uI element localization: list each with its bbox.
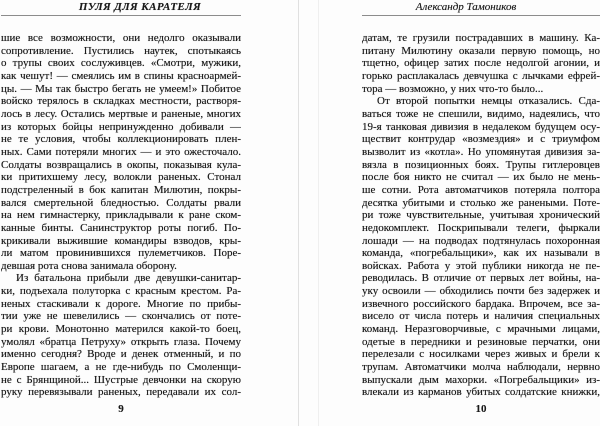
text-line: перелезали с носилками через живых и брели к — [362, 348, 600, 361]
text-line: ваться тоже не спешили, видимо, надеялись, что — [362, 107, 600, 120]
text-line: войсках. Работа у этой публики никогда не пе- — [362, 259, 600, 272]
text-line: крикивали выжившие командиры взводов, кры- — [1, 234, 241, 247]
text-line: ных. Сами потеряли многих — и это ожесточало. — [1, 145, 241, 158]
page-number-left: 9 — [118, 403, 124, 415]
text-line: тора — возможно, у них что-то было... — [362, 82, 544, 95]
text-line: команд. Неразговорчивые, с мрачными лицами, — [362, 323, 600, 336]
text-line: девшая рота снова занимала оборону. — [1, 259, 177, 272]
text-line: умолял «братца Петруху» открыть глаза. Почему — [1, 335, 241, 348]
right-page[interactable] — [300, 0, 600, 426]
text-line: выпускали дым махорки. «Погребальщики» из- — [362, 373, 600, 386]
text-line: ше сотни. Рота автоматчиков потеряла полтора — [362, 183, 600, 196]
text-line: недокомплект. Поскрипывали телеги, фыркали — [362, 221, 600, 234]
text-line: Европе шагаем, а не где-нибудь по Смоленщи- — [1, 361, 241, 374]
text-line: руку перевязывали раненых, передавали их сол- — [1, 386, 241, 399]
left-page-text — [1, 32, 241, 399]
text-line: вался смертельной бледностью. Солдаты рвали — [1, 196, 241, 209]
text-line: ществит контрудар «возмездия» и с триумфом — [362, 133, 600, 146]
text-line: 19-я танковая дивизия в недалеком будущем осу- — [362, 120, 600, 133]
page-gutter-line — [298, 0, 299, 426]
text-line: войско терялось в складках местности, растворя- — [1, 95, 241, 108]
text-line: горько расплакалась девчушка с лычками ефрей- — [362, 69, 600, 82]
right-page-text — [362, 32, 600, 399]
text-line: неных стаскивали к дороге. Многие по прибы- — [1, 297, 241, 310]
running-head-author-name: Александр Тамоников — [415, 1, 517, 13]
text-line: из которых бойцы непринужденно добивали — — [1, 120, 241, 133]
text-line: не с Брянщиной... Шустрые девчонки на скорую — [1, 373, 241, 386]
right-text-block — [362, 0, 600, 426]
text-line: десятка убитыми и столько же ранеными. Поте- — [362, 196, 600, 209]
text-line: ки, подъехала полуторка с красным крестом. Ра- — [1, 285, 241, 298]
text-line: висело от числа потерь и наличия специальных — [362, 310, 600, 323]
text-line: одетые в передники и резиновые перчатки, они — [362, 335, 600, 348]
text-line: вязла в позиционных боях. Трупы гитлеровцев — [362, 158, 600, 171]
header-rule — [1, 15, 241, 16]
text-line: ри крови. Монотонно матерился какой-то боец, — [1, 323, 241, 336]
text-line: вызволит из «котла». Но упомянутая дивизия за- — [362, 145, 600, 158]
text-line: тщетно, офицер затих после недолгой агонии, и — [362, 57, 600, 70]
text-line: трупам. Автоматчики молча наблюдали, нервно — [362, 361, 600, 374]
text-line: Солдаты возвращались в окопы, показывая кула- — [1, 158, 241, 171]
text-line: о трупы своих сослуживцев. «Смотри, мужики, — [1, 57, 241, 70]
text-line: шие все возможности, они недолго оказывали — [1, 32, 241, 44]
text-line: на нем гимнастерку, прикладывали к ране ском- — [1, 209, 241, 222]
text-line: канные бинты. Санинструктор роты погиб. По- — [1, 221, 241, 234]
text-line: питану Милютину оказали первую помощь, но — [362, 44, 600, 57]
text-line: ки притихшему лесу, волокли раненых. Стонал — [1, 171, 241, 184]
text-line: извечного российского бардака. Впрочем, все за- — [362, 297, 600, 310]
text-line: От второй попытки немцы отказались. Сда- — [377, 95, 600, 108]
text-line: Из батальона прибыли две девушки-санитар- — [16, 272, 241, 285]
text-line: команда, «погребальщики», как их называли в — [362, 247, 600, 260]
text-line: влекали из карманов убитых солдатские книжки, — [362, 386, 600, 399]
header-rule — [362, 15, 600, 16]
text-line: подстреленный в бок капитан Милютин, покры- — [1, 183, 241, 196]
text-line: ли матом провинившихся пулеметчиков. Поре- — [1, 247, 241, 260]
text-line: после боя никто не считал — их было не мень- — [362, 171, 600, 184]
text-line: как чешут! — смеялись им в спины красноармей- — [1, 69, 241, 82]
text-line: сопротивление. Пустились наутек, спотыкаясь — [1, 44, 241, 57]
text-line: реводилась. В отличие от первых лет войны, на- — [362, 272, 600, 285]
page-number-right: 10 — [475, 403, 487, 415]
text-line: лошади — на подводах подтянулась похоронная — [362, 234, 600, 247]
text-line: не те условия, чтобы коллекционировать плен- — [1, 133, 241, 146]
text-line: цы. — Мы так быстро бегать не умеем!» Побитое — [1, 82, 241, 95]
text-line: тии уже не шевелились — скончались от поте- — [1, 310, 241, 323]
text-line: именно сегодня? Вроде и денек отменный, и по — [1, 348, 241, 361]
left-page[interactable] — [0, 0, 298, 426]
text-line: датам, те грузили пострадавших в машину. Ка- — [362, 32, 600, 44]
text-line: лось в лесу. Остались мертвые и раненые, многих — [1, 107, 241, 120]
left-text-block — [1, 0, 241, 426]
text-line: ри тоже чувствительные, учитывая хронический — [362, 209, 600, 222]
text-line: уку освоили — обходились почти без задержек и — [362, 285, 600, 298]
running-head-book-title: ПУЛЯ ДЛЯ КАРАТЕЛЯ — [78, 1, 202, 13]
page-gutter-shadow-line — [318, 0, 319, 426]
